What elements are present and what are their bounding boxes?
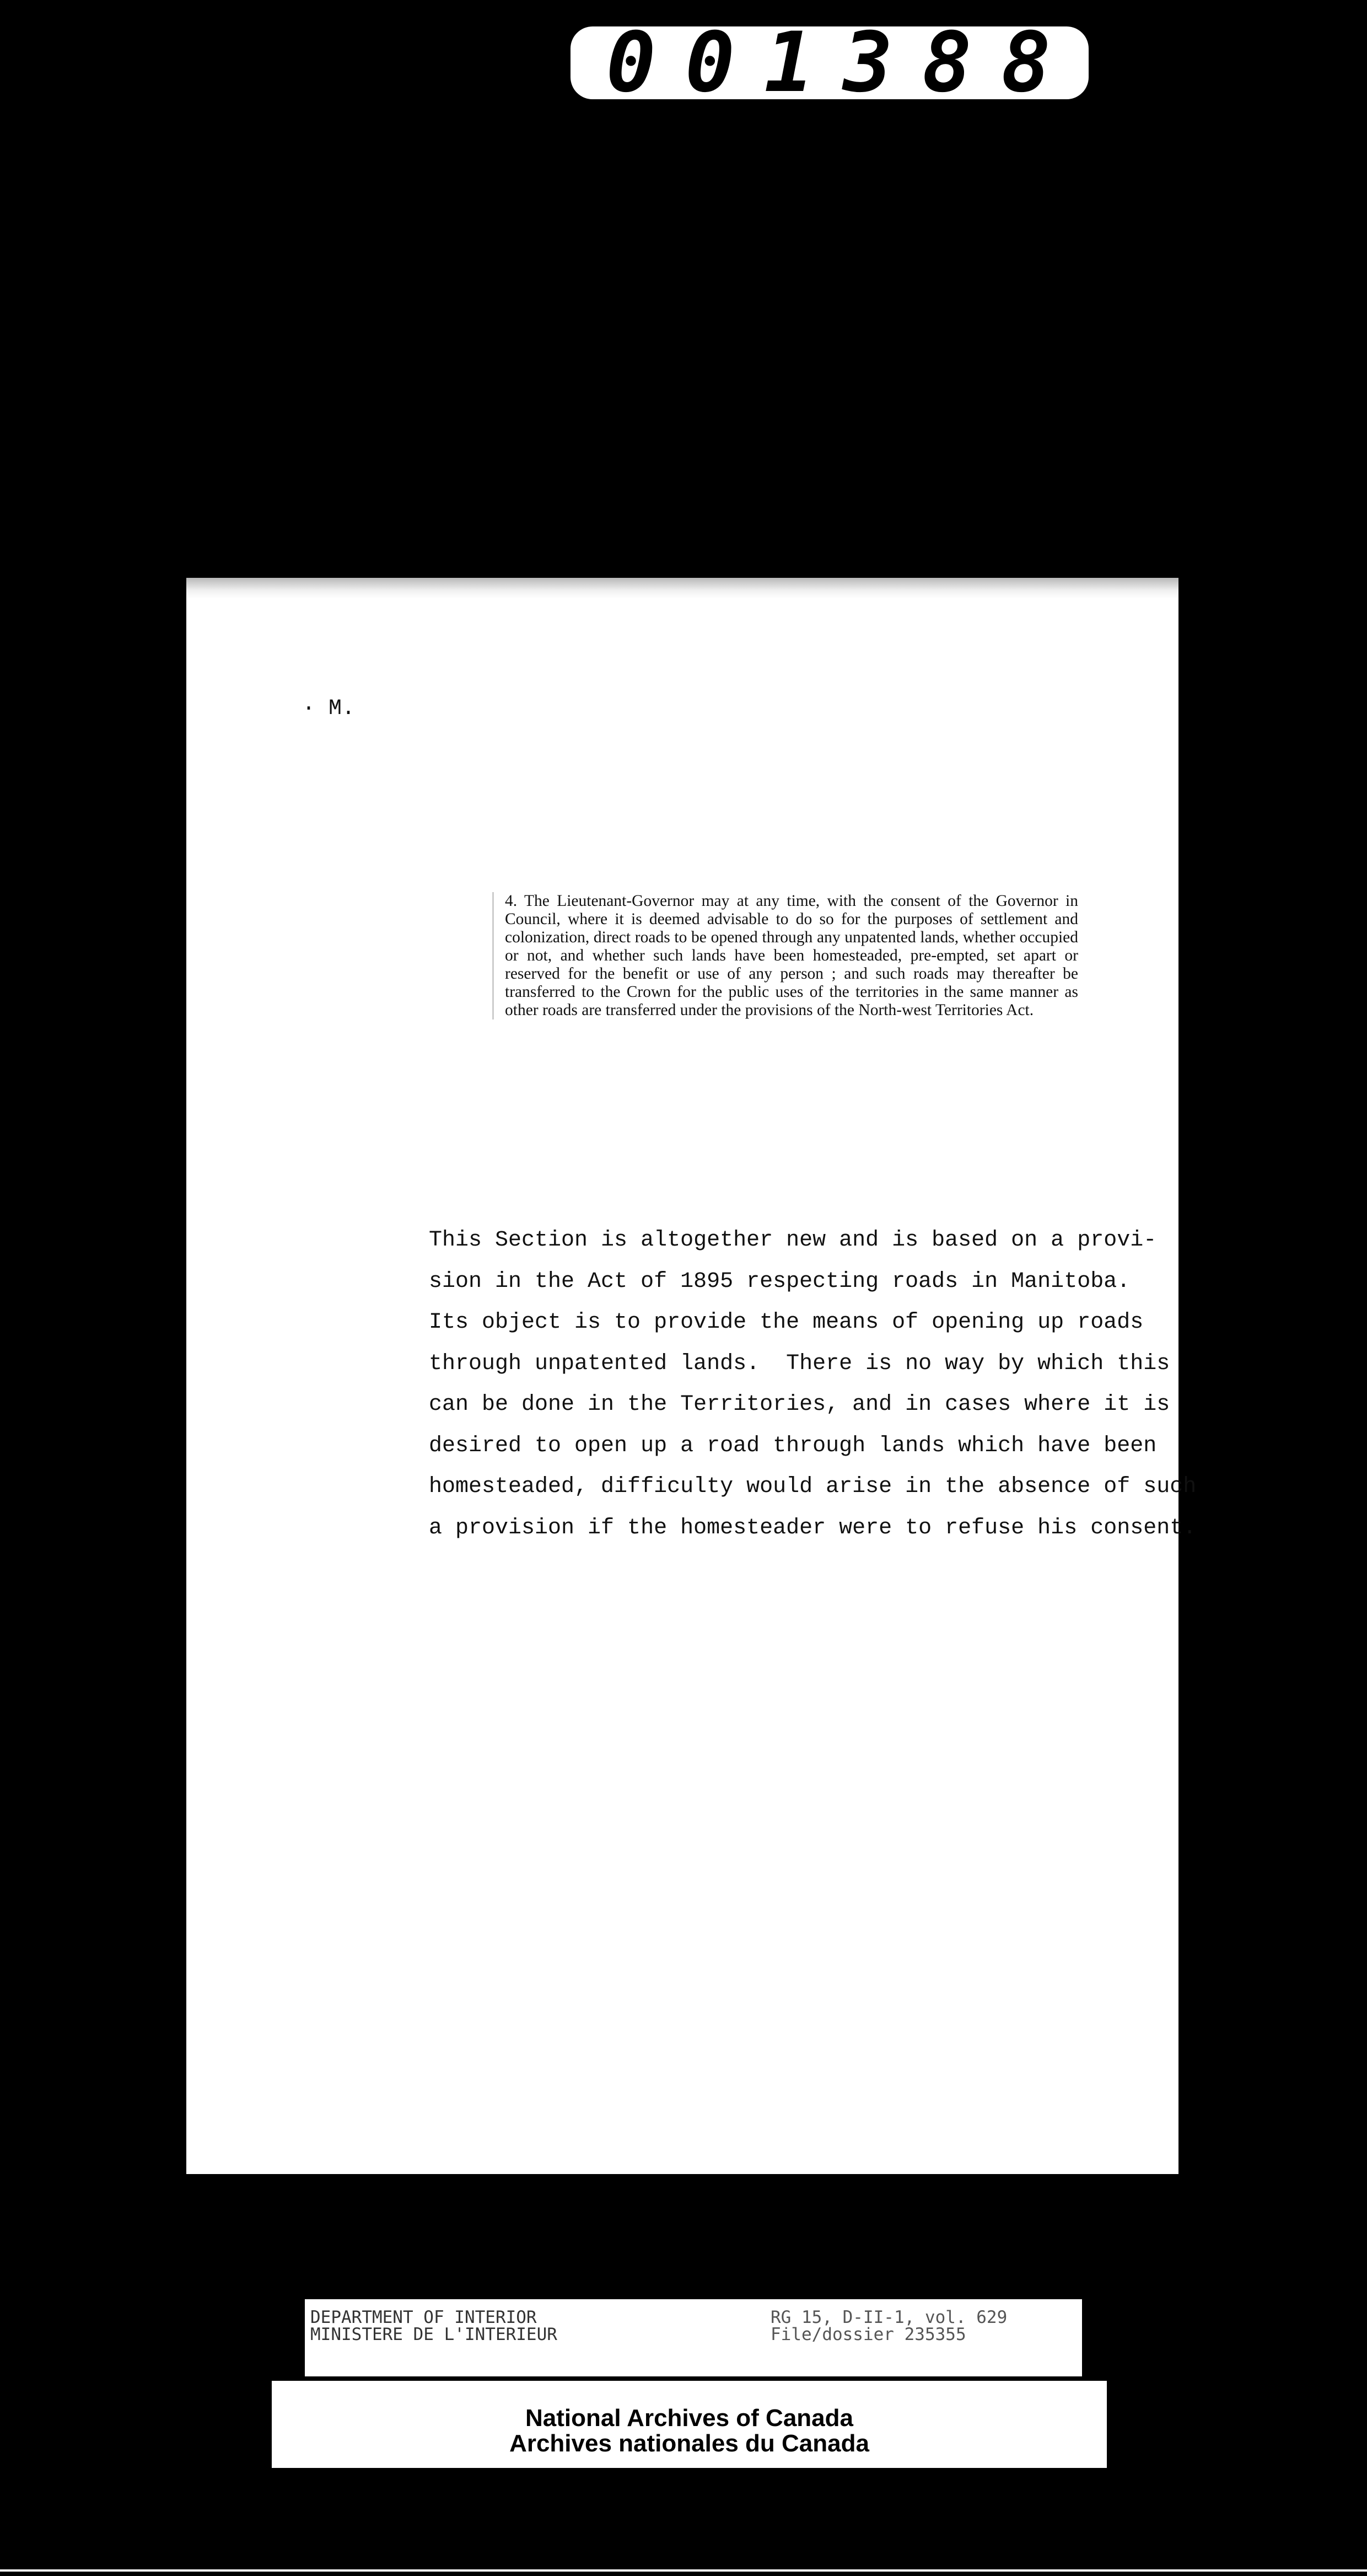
frame-digit: 0 xyxy=(685,15,738,111)
frame-digit: 8 xyxy=(1001,15,1053,111)
typed-note-line: can be done in the Territories, and in cases where it is xyxy=(429,1392,1170,1417)
page-top-edge xyxy=(186,578,1178,599)
frame-digit: 3 xyxy=(843,15,895,111)
typed-note-line: This Section is altogether new and is based on a provi- xyxy=(429,1228,1157,1253)
department-name-fr: MINISTERE DE L'INTERIEUR xyxy=(310,2325,557,2344)
frame-digit: 1 xyxy=(764,15,816,111)
typed-note-line: a provision if the homesteader were to refuse his consent. xyxy=(429,1515,1197,1541)
printed-clause: 4. The Lieutenant-Governor may at any time, with the consent of the Governor in Council, where it is deemed advisable to do so for the purposes of settlement and colonization, direct roads to be opened through any unpatented lands, whether occupied or not, and whether such lands have been homesteaded, pre-empted, set apart or reserved for the benefit or use of any person ; and such roads may thereafter be transferred to the Crown for the public uses of the territories in the same manner as other roads are transferred under the provisions of the North-west Territories Act. xyxy=(492,892,1078,1019)
file-number: File/dossier 235355 xyxy=(771,2325,966,2344)
bottom-rule xyxy=(0,2569,1367,2572)
record-group: RG 15, D-II-1, vol. 629 xyxy=(771,2307,1008,2327)
frame-digit: 8 xyxy=(922,15,975,111)
typed-note xyxy=(429,1220,1197,1549)
typed-note-line: homesteaded, difficulty would arise in the absence of such xyxy=(429,1474,1197,1499)
frame-digit: 0 xyxy=(606,15,658,111)
department-label xyxy=(305,2299,1082,2376)
typed-note-line: desired to open up a road through lands which have been xyxy=(429,1433,1157,1458)
archives-name-en: National Archives of Canada xyxy=(525,2405,853,2432)
archival-reference xyxy=(771,2309,1007,2343)
document-page xyxy=(186,578,1197,2174)
frame-counter xyxy=(571,15,1089,111)
archives-name-fr: Archives nationales du Canada xyxy=(509,2430,869,2457)
margin-mark: · M. xyxy=(302,696,356,721)
department-name-en: DEPARTMENT OF INTERIOR xyxy=(310,2307,537,2327)
typed-note-line: Its object is to provide the means of opening up roads xyxy=(429,1310,1144,1335)
department-name xyxy=(310,2309,557,2343)
typed-note-line: sion in the Act of 1895 respecting roads in Manitoba. xyxy=(429,1269,1131,1294)
archives-label xyxy=(272,2381,1107,2468)
typed-note-line: through unpatented lands. There is no way by which this xyxy=(429,1351,1170,1376)
